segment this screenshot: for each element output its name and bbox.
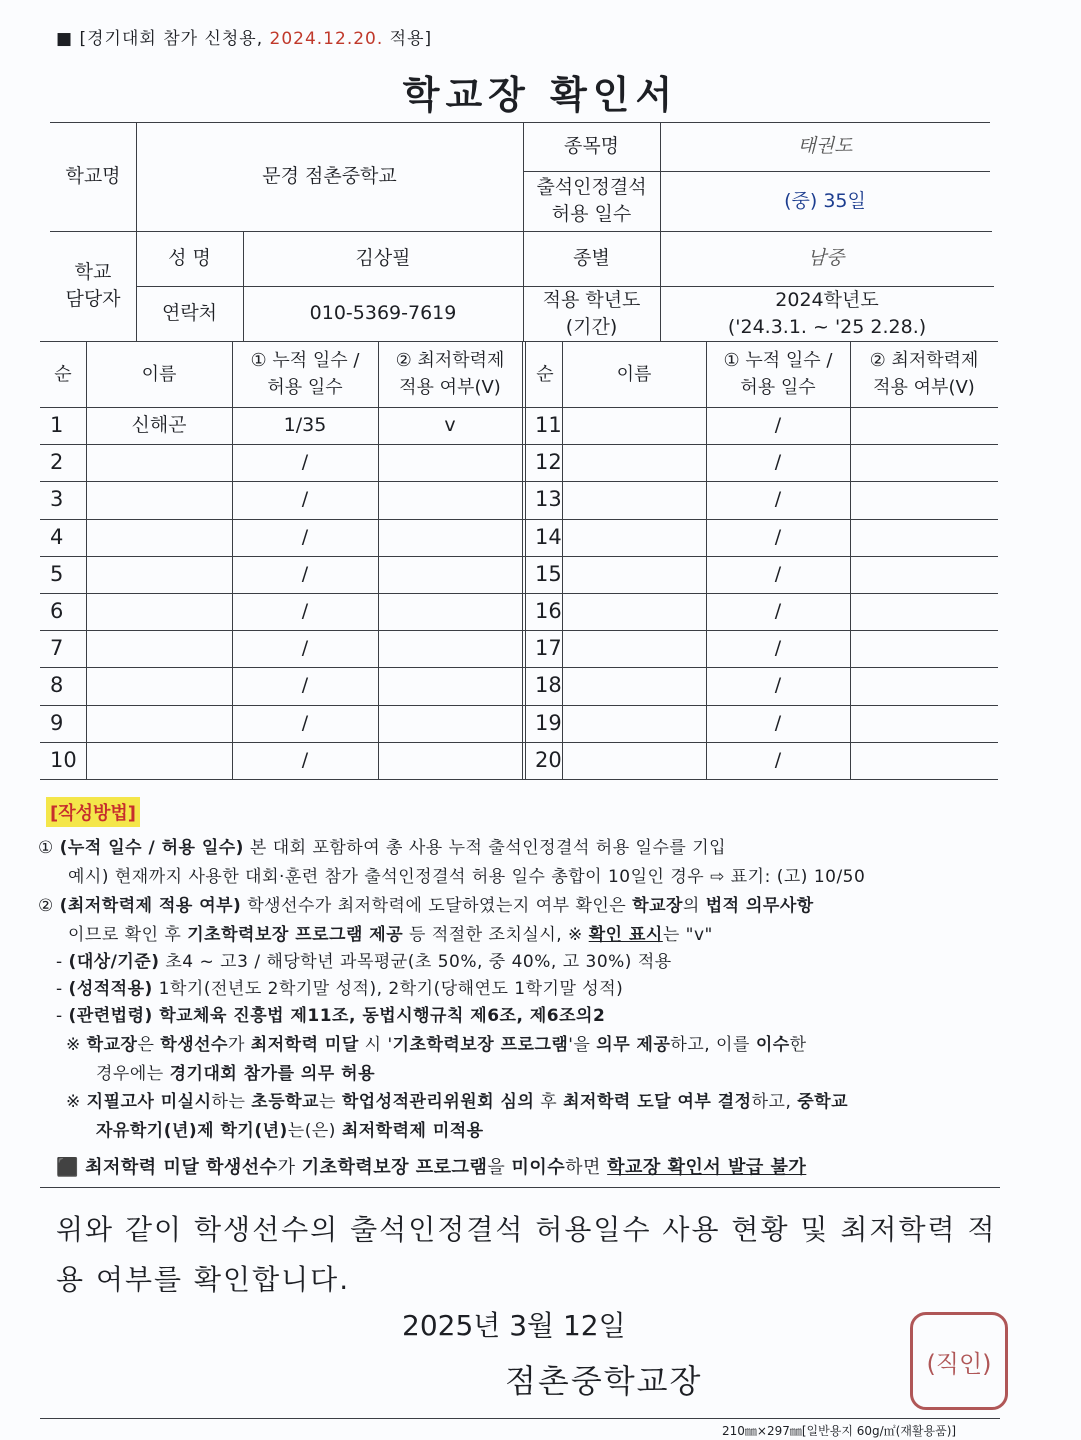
minimum-grade-check xyxy=(378,481,522,518)
form-header: ■ [경기대회 참가 신청용, 2024.12.20. 적용] xyxy=(56,29,433,49)
cumulative-days: / xyxy=(301,674,309,697)
row-number: 7 xyxy=(50,636,64,661)
row-number: 10 xyxy=(50,747,77,772)
student-name xyxy=(86,630,232,667)
header-date: 2024.12.20. xyxy=(269,29,384,49)
instruction-line-4: 이므로 확인 후 기초학력보장 프로그램 제공 등 적절한 조치실시, ※ 확인 표시는 "v" xyxy=(68,925,713,945)
student-name xyxy=(562,630,706,667)
instruction-line-9: 경우에는 경기대회 참가를 의무 허용 xyxy=(96,1064,375,1084)
year-value: 2024학년도 ('24.3.1. ~ '25 2.28.) xyxy=(727,288,927,338)
document-title: 학교장 확인서 xyxy=(402,73,679,117)
instructions-title: [작성방법] xyxy=(46,797,140,827)
rule xyxy=(522,341,523,779)
allowed-days-label: 출석인정결석 허용 일수 xyxy=(536,176,647,225)
student-name xyxy=(562,742,706,779)
row-number: 2 xyxy=(50,450,64,475)
minimum-grade-check xyxy=(378,630,522,667)
table-header: 이름 xyxy=(141,363,177,385)
cumulative-days: / xyxy=(301,748,309,771)
name-label: 성 명 xyxy=(168,247,211,269)
instruction-line-11: 자유학기(년)제 학기(년)는(은) 최저학력제 미적용 xyxy=(96,1121,484,1141)
rule xyxy=(40,779,998,780)
row-number: 15 xyxy=(535,561,562,586)
instruction-line-12: ⬛ 최저학력 미달 학생선수가 기초학력보장 프로그램을 미이수하면 학교장 확인서 발급 불가 xyxy=(56,1157,807,1178)
cumulative-days: / xyxy=(774,451,782,474)
minimum-grade-check xyxy=(850,742,998,779)
row-number: 4 xyxy=(50,524,64,549)
issue-date: 2025년 3월 12일 xyxy=(402,1309,626,1342)
cumulative-days: / xyxy=(774,414,782,437)
row-number: 12 xyxy=(535,450,562,475)
category-label: 종별 xyxy=(573,247,610,269)
minimum-grade-check xyxy=(850,593,998,630)
minimum-grade-check xyxy=(378,667,522,704)
instruction-line-5: - (대상/기준) 초4 ~ 고3 / 해당학년 과목평균(초 50%, 중 40%, 고 30%) 적용 xyxy=(56,952,672,972)
student-name xyxy=(562,705,706,742)
student-name xyxy=(562,519,706,556)
rule xyxy=(40,1187,1000,1188)
cumulative-days: / xyxy=(301,637,309,660)
student-name: 신해곤 xyxy=(131,414,187,437)
table-header: ② 최저학력제 적용 여부(V) xyxy=(395,350,505,398)
student-name xyxy=(86,519,232,556)
student-name xyxy=(562,444,706,481)
minimum-grade-check xyxy=(378,519,522,556)
student-name xyxy=(86,556,232,593)
minimum-grade-check xyxy=(378,593,522,630)
contact-value: 010-5369-7619 xyxy=(309,302,457,324)
cumulative-days: / xyxy=(774,562,782,585)
student-name xyxy=(562,407,706,444)
row-number: 16 xyxy=(535,599,562,624)
minimum-grade-check xyxy=(850,630,998,667)
student-name xyxy=(562,667,706,704)
instruction-line-2: 예시) 현재까지 사용한 대회·훈련 참가 출석인정결석 허용 일수 총합이 10일인 경우 ⇨ 표기: (고) 10/50 xyxy=(68,867,866,887)
allowed-days-value: (중) 35일 xyxy=(784,189,866,212)
signer: 점촌중학교장 xyxy=(505,1362,703,1400)
paper-spec: 210㎜×297㎜[일반용지 60g/㎡(재활용품)] xyxy=(722,1424,957,1438)
row-number: 5 xyxy=(50,561,64,586)
minimum-grade-check xyxy=(850,481,998,518)
table-header: ① 누적 일수 / 허용 일수 xyxy=(723,350,833,398)
student-name xyxy=(86,481,232,518)
cumulative-days: / xyxy=(774,525,782,548)
table-header: 순 xyxy=(54,363,72,385)
cumulative-days: / xyxy=(774,674,782,697)
cumulative-days: 1/35 xyxy=(283,414,327,437)
cumulative-days: / xyxy=(774,488,782,511)
cumulative-days: / xyxy=(301,600,309,623)
instruction-line-10: ※ 지필고사 미실시하는 초등학교는 학업성적관리위원회 심의 후 최저학력 도달 여부 결정하고, 중학교 xyxy=(66,1092,849,1112)
category-value: 남중 xyxy=(807,247,845,269)
minimum-grade-check xyxy=(378,705,522,742)
table-header: 이름 xyxy=(616,363,652,385)
cumulative-days: / xyxy=(301,451,309,474)
student-name xyxy=(86,742,232,779)
official-seal: (직인) xyxy=(910,1312,1008,1410)
row-number: 18 xyxy=(535,673,562,698)
cumulative-days: / xyxy=(301,711,309,734)
cumulative-days: / xyxy=(301,562,309,585)
cumulative-days: / xyxy=(301,488,309,511)
manager-label: 학교 담당자 xyxy=(65,261,121,310)
row-number: 13 xyxy=(535,487,562,512)
table-header: ① 누적 일수 / 허용 일수 xyxy=(250,350,360,398)
minimum-grade-check xyxy=(850,407,998,444)
minimum-grade-check xyxy=(850,444,998,481)
student-name xyxy=(86,593,232,630)
cumulative-days: / xyxy=(774,748,782,771)
student-name xyxy=(86,705,232,742)
row-number: 8 xyxy=(50,673,64,698)
row-number: 9 xyxy=(50,710,64,735)
table-header: ② 최저학력제 적용 여부(V) xyxy=(869,350,979,398)
instruction-line-6: - (성적적용) 1학기(전년도 2학기말 성적), 2학기(당해연도 1학기말 성적) xyxy=(56,979,624,999)
row-number: 14 xyxy=(535,524,562,549)
student-name xyxy=(562,556,706,593)
minimum-grade-check xyxy=(378,556,522,593)
row-number: 3 xyxy=(50,487,64,512)
instruction-line-3: ② (최저학력제 적용 여부) 학생선수가 최저학력에 도달하였는지 여부 확인은 학교장의 법적 의무사항 xyxy=(38,896,814,916)
cumulative-days: / xyxy=(774,600,782,623)
contact-label: 연락처 xyxy=(161,302,218,324)
row-number: 19 xyxy=(535,710,562,735)
school-value: 문경 점촌중학교 xyxy=(262,165,397,187)
school-label: 학교명 xyxy=(65,165,121,187)
rule xyxy=(40,1418,1000,1419)
minimum-grade-check: v xyxy=(444,414,456,437)
minimum-grade-check xyxy=(850,667,998,704)
instruction-line-7: - (관련법령) 학교체육 진흥법 제11조, 동법시행규칙 제6조, 제6조의2 xyxy=(56,1006,606,1026)
row-number: 11 xyxy=(535,413,562,438)
student-name xyxy=(86,667,232,704)
instruction-line-8: ※ 학교장은 학생선수가 최저학력 미달 시 '기초학력보장 프로그램'을 의무 제공하고, 이를 이수한 xyxy=(66,1035,807,1055)
minimum-grade-check xyxy=(850,556,998,593)
row-number: 17 xyxy=(535,636,562,661)
instruction-line-1: ① (누적 일수 / 허용 일수) 본 대회 포함하여 총 사용 누적 출석인정결석 허용 일수를 기입 xyxy=(38,838,727,858)
cumulative-days: / xyxy=(301,525,309,548)
student-name xyxy=(86,444,232,481)
minimum-grade-check xyxy=(850,705,998,742)
table-header: 순 xyxy=(536,363,554,385)
event-value: 태권도 xyxy=(797,135,853,157)
row-number: 6 xyxy=(50,599,64,624)
cumulative-days: / xyxy=(774,637,782,660)
name-value: 김상필 xyxy=(355,247,411,269)
row-number: 1 xyxy=(50,413,64,438)
minimum-grade-check xyxy=(850,519,998,556)
student-name xyxy=(562,593,706,630)
event-label: 종목명 xyxy=(563,135,620,157)
minimum-grade-check xyxy=(378,444,522,481)
confirmation-text: 위와 같이 학생선수의 출석인정결석 허용일수 사용 현황 및 최저학력 적용 여부를 확인합니다. xyxy=(56,1213,997,1296)
cumulative-days: / xyxy=(774,711,782,734)
row-number: 20 xyxy=(535,747,562,772)
year-label: 적용 학년도 (기간) xyxy=(542,288,641,338)
minimum-grade-check xyxy=(378,742,522,779)
student-name xyxy=(562,481,706,518)
